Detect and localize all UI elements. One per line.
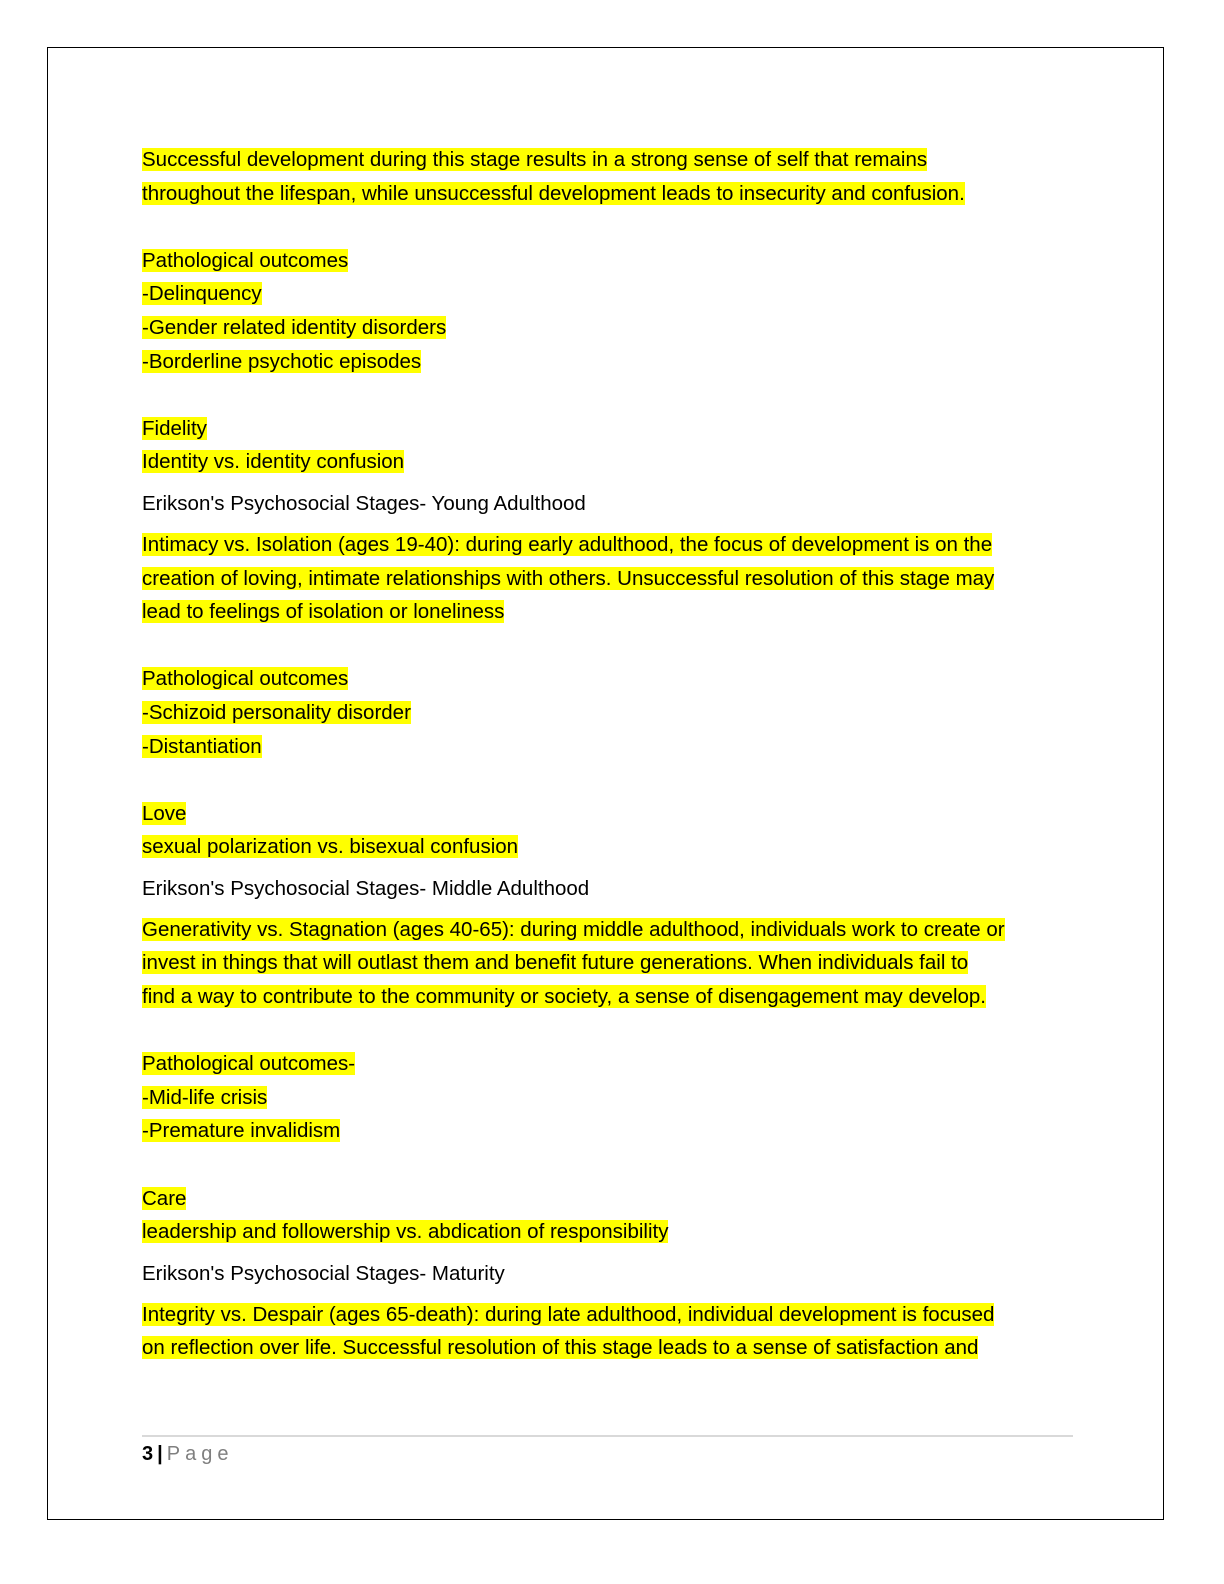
text-line: throughout the lifespan, while unsuccessful development leads to insecurity and confusion. [142,181,965,205]
list-item: -Schizoid personality disorder [142,700,411,724]
text-line: Fidelity [142,416,207,440]
page-footer [142,1440,233,1468]
text-line: Identity vs. identity confusion [142,450,405,474]
text-line: leadership and followership vs. abdication of responsibility [142,1220,669,1244]
paragraph-integrity [142,1298,1077,1365]
list-item: -Delinquency [142,282,262,306]
text-line: invest in things that will outlast them and benefit future generations. When individuals fail to [142,951,969,975]
heading-maturity: Erikson's Psychosocial Stages- Maturity [142,1261,505,1285]
footer-separator: | [157,1443,163,1465]
footer-rule [142,1435,1073,1437]
text-line: creation of loving, intimate relationships with others. Unsuccessful resolution of this stage may [142,566,995,590]
document-body [142,143,1077,1365]
list-item: -Distantiation [142,734,262,758]
pathological-outcomes-generativity [142,1047,1077,1148]
text-line: Pathological outcomes [142,248,349,272]
page-label: Page [166,1443,234,1465]
text-line: Generativity vs. Stagnation (ages 40-65): during middle adulthood, individuals work to create or [142,917,1005,941]
text-line: Care [142,1186,187,1210]
page-number: 3 [142,1443,154,1465]
pathological-outcomes-identity [142,244,1077,378]
text-line: find a way to contribute to the community or society, a sense of disengagement may develop. [142,985,986,1009]
list-item: -Gender related identity disorders [142,315,447,339]
paragraph-intimacy [142,528,1077,629]
text-line: Integrity vs. Despair (ages 65-death): during late adulthood, individual development is focused [142,1302,995,1326]
list-item: -Borderline psychotic episodes [142,349,422,373]
virtue-intimacy [142,797,1077,864]
list-item: -Premature invalidism [142,1119,341,1143]
text-line: sexual polarization vs. bisexual confusion [142,835,519,859]
paragraph-generativity [142,913,1077,1014]
text-line: Successful development during this stage results in a strong sense of self that remains [142,148,928,171]
text-line: on reflection over life. Successful resolution of this stage leads to a sense of satisfaction and [142,1336,979,1360]
heading-young-adulthood: Erikson's Psychosocial Stages- Young Adulthood [142,491,586,515]
paragraph-identity-summary [142,143,1077,210]
list-item: -Mid-life crisis [142,1085,268,1109]
heading-middle-adulthood: Erikson's Psychosocial Stages- Middle Adulthood [142,876,590,900]
virtue-generativity [142,1182,1077,1249]
text-line: Intimacy vs. Isolation (ages 19-40): during early adulthood, the focus of development is on the [142,532,993,556]
pathological-outcomes-intimacy [142,662,1077,763]
text-line: Pathological outcomes- [142,1052,356,1076]
virtue-identity [142,412,1077,479]
text-line: Love [142,801,187,825]
text-line: lead to feelings of isolation or loneliness [142,600,505,624]
text-line: Pathological outcomes [142,667,349,691]
